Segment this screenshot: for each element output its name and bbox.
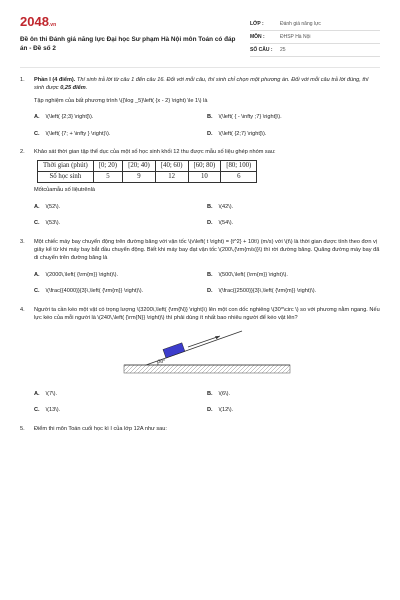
force-arrow: [188, 336, 220, 347]
question-text: Người ta cần kéo một vật có trọng lượng \(3200\,\left( {\rm{N}} \right)\) lên một con dốc nghiêng \(30^\circ \) so với phương nằm ngang. Nếu lực kéo của mỗi người là \(240\,\left( {\rm{N}} \right)\) thì phải dùng ít nhất bao nhiêu người để kéo vật lên?: [34, 306, 380, 322]
option-d[interactable]: D. \(\frac{{2500}}{3}\,\left( {\rm{m}} \right)\).: [207, 288, 317, 295]
option-b[interactable]: B. \(42\).: [207, 203, 234, 210]
option-a[interactable]: A. \(52\).: [34, 203, 61, 210]
question-2: 2. Khảo sát thời gian tập thể dục của một số học sinh khối 12 thu được mẫu số liệu ghép nhóm sau: Thời gian (phút) [0; 20) [20; 40) [40; 60) [60; 80) [80; 100) Số học sinh 5 9 12 10 6 Mốtcủamẫu số liệutrênlà A. \(52\). B. \(42\). C. \(53\). D. \(54\).: [20, 148, 380, 232]
option-d[interactable]: D. \(\left( {2;7} \right]\).: [207, 130, 267, 137]
question-4: 4. Người ta cần kéo một vật có trọng lượng \(3200\,\left( {\rm{N}} \right)\) lên một con dốc nghiêng \(30^\circ \) so với phương nằm ngang. Nếu lực kéo của mỗi người là \(240\,\left( {\rm{N}} \right)\) thì phải dùng ít nhất bao nhiêu người để kéo vật lên? 30° A. \(7\). B. \(6\). C. \(13\). D. \(12\).: [20, 306, 380, 414]
option-c[interactable]: C. \(\frac{{4000}}{3}\,\left( {\rm{m}} \right)\).: [34, 288, 144, 295]
option-c[interactable]: C. \(\left( {7; + \infty } \right)\).: [34, 130, 111, 137]
site-logo[interactable]: 2048.vn: [20, 14, 57, 29]
option-b[interactable]: B. \(\left( { - \infty ;7} \right]\).: [207, 114, 282, 121]
option-a[interactable]: A. \(7\).: [34, 390, 58, 397]
option-d[interactable]: D. \(12\).: [207, 407, 234, 414]
question-text: Tập nghiệm của bất phương trình \({\log _5}\left( {x - 2} \right) \le 1\) là: [34, 97, 208, 104]
question-count-value: 25: [280, 47, 286, 53]
ground: [124, 365, 290, 373]
incline-figure: [122, 329, 380, 382]
info-panel: [250, 18, 380, 57]
table-row: Thời gian (phút) [0; 20) [20; 40) [40; 60) [60; 80) [80; 100): [38, 161, 257, 172]
question-3: 3. Một chiếc máy bay chuyển động trên đường băng với vận tốc \(v\left( t \right) = {t^2} + 10t\) (m/s) với \(t\) là thời gian được tính theo đơn vị giây kể từ khi máy bay bắt đầu chuyển động. Biết khi máy bay đạt vận tốc \(200\,{\rm{m/s}}\) thì rời đường băng. Quãng đường máy bay đã di chuyển trên đường băng là A. \(2000\,\left( {\rm{m}} \right)\). B. \(500\,\left( {\rm{m}} \right)\). C. \(\frac{{4000}}{3}\,\left( {\rm{m}} \right)\). D. \(\frac{{2500}}{3}\,\left( {\rm{m}} \right)\).: [20, 238, 380, 295]
part-instructions: Thí sinh trả lời từ câu 1 đến câu 16. Đối với mỗi câu, thí sinh chỉ chọn một phương án. Đối với mỗi câu trả lời đúng, thí sinh được: [34, 77, 369, 92]
class-value: Đánh giá năng lực: [280, 21, 321, 27]
class-label: LỚP :: [250, 21, 264, 27]
angle-label: 30°: [158, 359, 165, 365]
option-b[interactable]: B. \(6\).: [207, 390, 231, 397]
option-c[interactable]: C. \(13\).: [34, 407, 61, 414]
header: [20, 14, 380, 57]
subject-value: ĐHSP Hà Nội: [280, 34, 311, 40]
option-c[interactable]: C. \(53\).: [34, 220, 61, 227]
part-points: 0,25 điểm: [60, 85, 86, 92]
option-b[interactable]: B. \(500\,\left( {\rm{m}} \right)\).: [207, 271, 288, 278]
option-a[interactable]: A. \(2000\,\left( {\rm{m}} \right)\).: [34, 271, 119, 278]
question-text: Khảo sát thời gian tập thể dục của một số học sinh khối 12 thu được mẫu số liệu ghép nhóm sau:: [34, 149, 276, 156]
frequency-table: [37, 160, 257, 183]
table-row: Số học sinh 5 9 12 10 6: [38, 172, 257, 183]
divider: [20, 67, 380, 68]
question-text: Một chiếc máy bay chuyển động trên đường băng với vận tốc \(v\left( t \right) = {t^2} + 10t\) (m/s) với \(t\) là thời gian được tính theo đơn vị giây kể từ khi máy bay bắt đầu chuyển động. Biết khi máy bay đạt vận tốc \(200\,{\rm{m/s}}\) thì rời đường băng. Quãng đường máy bay đã di chuyển trên đường băng là: [34, 238, 380, 262]
question-text: Điểm thi môn Toán cuối học kì I của lớp 12A như sau:: [34, 425, 167, 432]
option-d[interactable]: D. \(54\).: [207, 220, 234, 227]
part-title: Phần I (4 điểm).: [34, 77, 76, 83]
question-1: 1. Phần I (4 điểm). Thí sinh trả lời từ câu 1 đến câu 16. Đối với mỗi câu, thí sinh chỉ chọn một phương án. Đối với mỗi câu trả lời đúng, thí sinh được 0,25 điểm. Tập nghiệm của bất phương trình \({\log _5}\left( {x - 2} \right) \le 1\) là A. \(\left( {2;3} \right]\). B. \(\left( { - \infty ;7} \right]\). C. \(\left( {7; + \infty } \right)\). D. \(\left( {2;7} \right]\).: [20, 76, 380, 142]
block: [163, 342, 185, 357]
question-count-label: SỐ CÂU :: [250, 47, 273, 53]
question-followup: Mốtcủamẫu số liệutrênlà: [34, 187, 95, 194]
incline-diagram: [122, 329, 292, 379]
document-title: Đề ôn thi Đánh giá năng lực Đại học Sư phạm Hà Nội môn Toán có đáp án - Đề số 2: [20, 36, 236, 52]
subject-label: MÔN :: [250, 34, 265, 40]
question-5: 5. Điểm thi môn Toán cuối học kì I của lớp 12A như sau:: [20, 425, 380, 433]
option-a[interactable]: A. \(\left( {2;3} \right]\).: [34, 114, 94, 121]
